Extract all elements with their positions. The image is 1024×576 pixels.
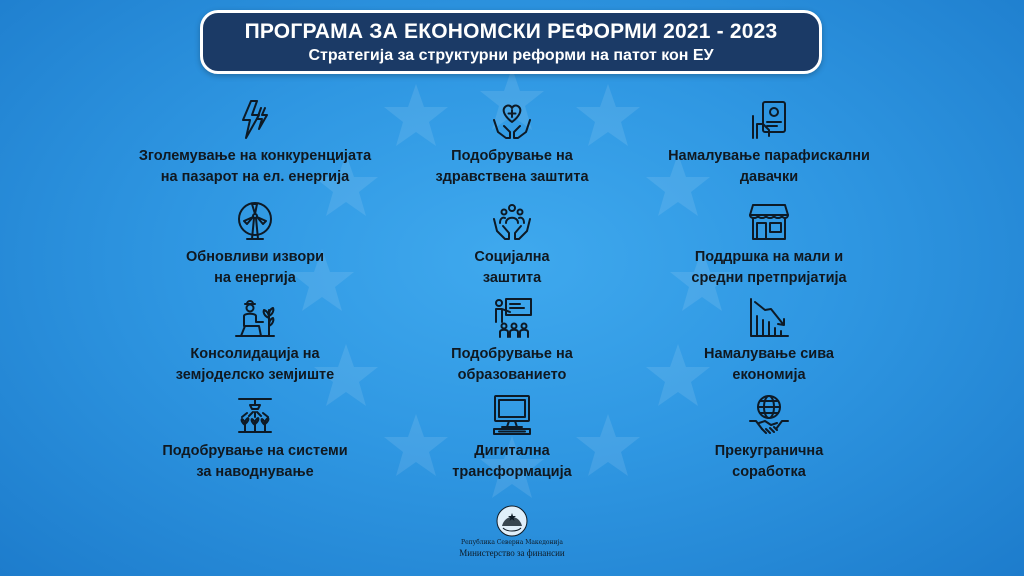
- item-label-line1: Прекугранична: [714, 443, 824, 459]
- item-label-line2: здравствена заштита: [435, 169, 589, 185]
- reform-item-digital: [387, 393, 637, 483]
- computer-icon: [490, 393, 534, 437]
- reform-item-irrigation: [130, 393, 380, 483]
- item-label-line1: Намалување парафискални: [668, 148, 870, 164]
- reform-item-education: [387, 296, 637, 386]
- money-bill-icon: [747, 98, 791, 142]
- item-label-line1: Намалување сива: [703, 346, 834, 362]
- item-label-line2: за наводнување: [196, 464, 314, 480]
- reform-item-land: [130, 296, 380, 386]
- coat-of-arms-icon: [495, 504, 529, 538]
- item-label-line2: соработка: [732, 464, 806, 480]
- item-label-line1: Дигитална: [474, 443, 550, 459]
- item-label-line2: трансформација: [452, 464, 572, 480]
- globe-handshake-icon: [747, 393, 791, 437]
- reform-item-cross-border: [644, 393, 894, 483]
- item-label-line2: на пазарот на ел. енергија: [160, 169, 350, 185]
- item-label-line1: Консолидација на: [190, 346, 320, 362]
- item-label-line2: образованието: [457, 367, 567, 383]
- reform-item-social: [387, 199, 637, 289]
- title-banner: [200, 10, 822, 74]
- irrigation-icon: [233, 393, 277, 437]
- reform-item-grey-economy: [644, 296, 894, 386]
- item-label-line2: земјоделско земјиште: [175, 367, 335, 383]
- reform-item-healthcare: [387, 98, 637, 188]
- item-label-line2: средни претпријатија: [691, 270, 847, 286]
- item-label-line1: Подобрување на системи: [162, 443, 348, 459]
- item-label-line1: Социјална: [474, 249, 550, 265]
- item-label-line1: Поддршка на мали и: [694, 249, 844, 265]
- page-subtitle: Стратегија за структурни реформи на патот кон ЕУ: [308, 47, 714, 64]
- item-label-line1: Подобрување на: [451, 346, 573, 362]
- item-label-line2: на енергија: [214, 270, 296, 286]
- item-label-line1: Подобрување на: [451, 148, 573, 164]
- reform-item-parafiscal: [644, 98, 894, 188]
- healthcare-hands-icon: [490, 98, 534, 142]
- reform-item-sme: [644, 199, 894, 289]
- item-label-line1: Зголемување на конкуренцијата: [138, 148, 372, 164]
- item-label-line2: заштита: [482, 270, 542, 286]
- ministry-name: Министерство за финансии: [459, 548, 565, 558]
- ministry-footer: [452, 504, 572, 558]
- reform-item-electricity: [130, 98, 380, 188]
- social-care-hands-icon: [490, 199, 534, 243]
- farmer-icon: [233, 296, 277, 340]
- classroom-icon: [490, 296, 534, 340]
- item-label-line1: Обновливи извори: [185, 249, 325, 265]
- declining-chart-icon: [747, 296, 791, 340]
- item-label-line2: давачки: [739, 169, 799, 185]
- shop-icon: [747, 199, 791, 243]
- page-title: ПРОГРАМА ЗА ЕКОНОМСКИ РЕФОРМИ 2021 - 2023: [244, 20, 778, 43]
- item-label-line2: економија: [732, 367, 806, 383]
- reform-item-renewables: [130, 199, 380, 289]
- country-name: Република Северна Македонија: [461, 539, 563, 546]
- lightning-icon: [233, 98, 277, 142]
- wind-turbine-icon: [233, 199, 277, 243]
